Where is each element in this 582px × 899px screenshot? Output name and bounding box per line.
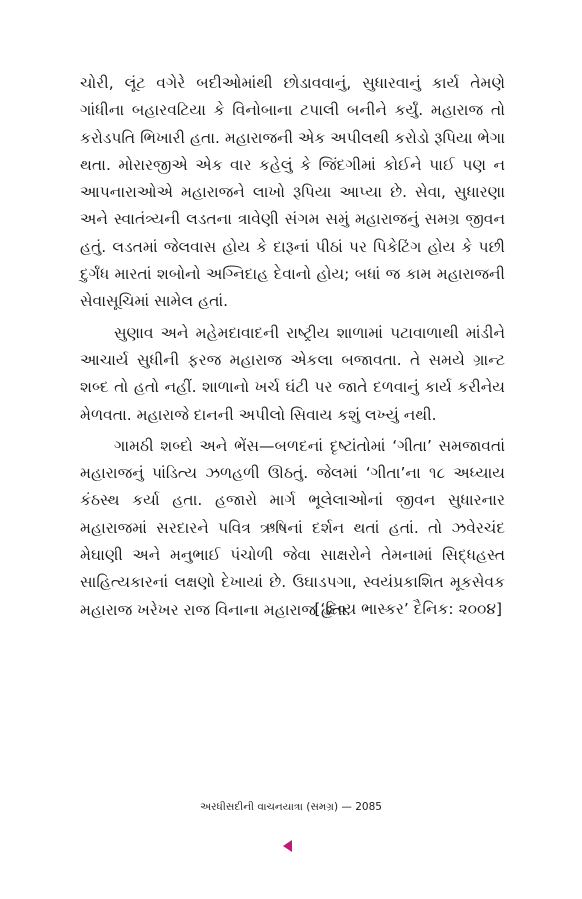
article-body — [80, 70, 505, 624]
page-footer: અરધીસદીની વાચનયાત્રા (સમગ્ર) — 2085 — [200, 801, 382, 813]
paragraph-2: સુણાવ અને મહેમદાવાદની રાષ્ટ્રીય શાળામાં પટાવાળાથી માંડીને આચાર્ય સુધીની ફરજ મહારાજ એકલા બજાવતા. તે સમયે ગ્રાન્ટ શબ્દ તો હતો નહીં. શાળાનો ખર્ચ ઘંટી પર જાતે દળવાનું કાર્ય કરીનેય મેળવતા. મહારાજે દાનની અપીલો સિવાય કશું લખ્યું નથી. — [80, 323, 505, 424]
paragraph-1: ચોરી, લૂંટ વગેરે બદીઓમાંથી છોડાવવાનું, સુધારવાનું કાર્ય તેમણે ગાંધીના બહારવટિયા કે વિનોબાના ટપાલી બનીને કર્યું. મહારાજ તો કરોડપતિ ભિખારી હતા. મહારાજની એક અપીલથી કરોડો રૂપિયા ભેગા થતા. મોરારજીએ એક વાર કહેલું કે જિંદગીમાં કોઈને પાઈ પણ ન આપનારાઓએ મહારાજને લાખો રૂપિયા આપ્યા છે. સેવા, સુધારણા અને સ્વાતંત્ર્યની લડતના ત્રાવેણી સંગમ સમું મહારાજનું સમગ્ર જીવન હતું. લડતમાં જેલવાસ હોય કે દારૂનાં પીઠાં પર પિકેટિંગ હોય કે પછી દુર્ગંધ મારતાં શબોનો અગ્નિદાહ દેવાનો હોય; બધાં જ કામ મહારાજની સેવાસૂચિમાં સામેલ હતાં. — [80, 74, 505, 311]
previous-page-arrow-icon[interactable] — [283, 840, 292, 852]
source-citation: [‘દિવ્ય ભાસ્કર’ દૈનિક: ૨૦૦૪] — [314, 600, 502, 618]
paragraph-3: ગામઠી શબ્દો અને ભેંસ—બળદનાં દૃષ્ટાંતોમાં ‘ગીતા’ સમજાવતાં મહારાજનું પાંડિત્ય ઝળહળી ઊઠતું. જેલમાં ‘ગીતા’ના ૧૮ અધ્યાય કંઠસ્થ કર્યા હતા. હજારો માર્ગ ભૂલેલાઓનાં જીવન સુધારનાર મહારાજમાં સરદારને પવિત્ર ઋષિનાં દર્શન થતાં હતાં. તો ઝવેરચંદ મેઘાણી અને મનુભાઈ પંચોળી જેવા સાક્ષરોને તેમનામાં સિદ્ધહસ્ત સાહિત્યકારનાં લક્ષણો દેખાયાં છે. ઉઘાડપગા, સ્વયંપ્રકાશિત મૂકસેવક મહારાજ ખરેખર રાજ વિનાના મહારાજ હતા. — [80, 436, 505, 619]
